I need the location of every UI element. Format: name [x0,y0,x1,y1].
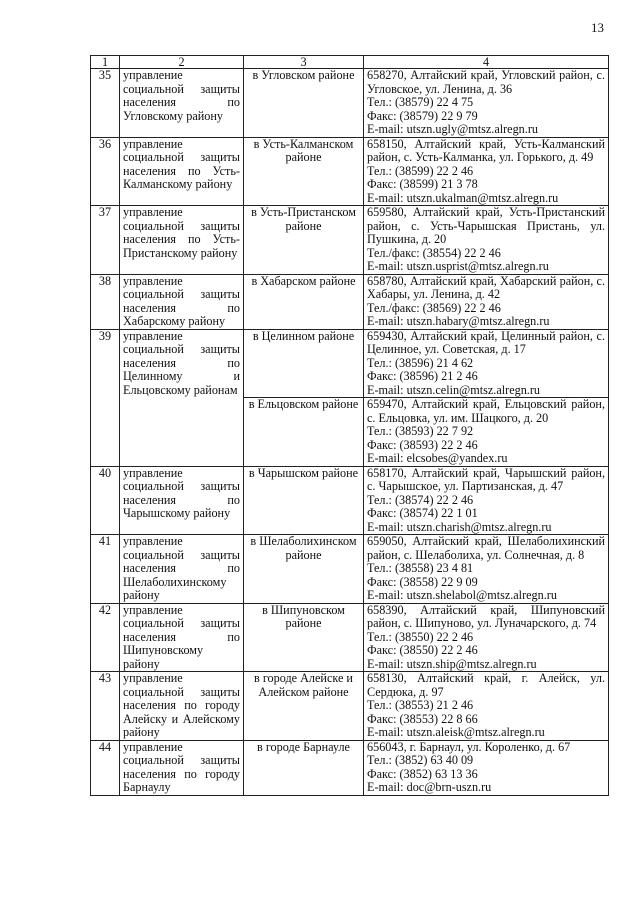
contact-fax: Факс: (38593) 22 2 46 [367,437,478,452]
row-number: 41 [91,535,120,604]
contact-phone: Тел.: (38550) 22 2 46 [367,629,474,644]
table-row [91,274,609,329]
table-row [91,329,609,398]
contact-address: 658150, Алтайский край, Усть-Калманский район, с. Усть-Калманка, ул. Горького, д. 49 [367,137,605,164]
table-row [91,535,609,604]
contact-address: 656043, г. Барнаул, ул. Короленко, д. 67 [367,740,571,754]
contact-address: 659580, Алтайский край, Усть-Пристанский район, с. Усть-Чарышская Пристань, ул. Пушкина, д. 20 [367,205,605,246]
service-location: в Хабарском районе [244,274,364,329]
department-name: управление социальной защиты населения по Шипуновскому району [120,603,244,672]
department-name: управление социальной защиты населения по Шелаболихинскому району [120,535,244,604]
offices-table [90,55,609,796]
column-header: 1 [91,56,120,69]
contact-details [364,329,609,398]
column-header: 3 [244,56,364,69]
contact-fax: Факс: (38553) 22 8 66 [367,711,478,726]
contact-fax: Факс: (38599) 21 3 78 [367,177,478,191]
contact-address: 659430, Алтайский край, Целинный район, с. Целинное, ул. Советская, д. 17 [367,329,605,356]
row-number: 37 [91,206,120,275]
contact-email: E-mail: utszn.ugly@mtsz.alregn.ru [367,122,538,136]
contact-fax: Факс: (38558) 22 9 09 [367,574,478,589]
row-number: 39 [91,329,120,466]
contact-email: E-mail: utszn.ship@mtsz.alregn.ru [367,656,537,671]
contact-email: E-mail: utszn.ukalman@mtsz.alregn.ru [367,190,559,205]
contact-phone: Тел./факс: (38554) 22 2 46 [367,245,501,260]
contact-phone: Тел./факс: (38569) 22 2 46 [367,300,501,315]
contact-email: E-mail: utszn.celin@mtsz.alregn.ru [367,382,540,397]
contact-email: E-mail: doc@brn-uszn.ru [367,780,492,794]
contact-details [364,69,609,138]
contact-fax: Факс: (38574) 22 1 01 [367,506,478,520]
contact-email: E-mail: utszn.usprist@mtsz.alregn.ru [367,259,549,273]
service-location: в городе Барнауле [244,740,364,795]
table-row [91,69,609,138]
table-header-row [91,56,609,69]
service-location: в городе Алейске и Алейском районе [244,672,364,741]
contact-email: E-mail: utszn.charish@mtsz.alregn.ru [367,519,552,534]
contact-address: 659050, Алтайский край, Шелаболихинский район, с. Шелаболиха, ул. Солнечная, д. 8 [367,534,605,562]
page-number: 13 [591,20,604,35]
table-row [91,137,609,206]
contact-details [364,603,609,672]
table-body [91,69,609,796]
contact-details [364,466,609,535]
contact-phone: Тел.: (38599) 22 2 46 [367,163,474,178]
row-number: 43 [91,672,120,741]
contact-address: 658130, Алтайский край, г. Алейск, ул. Сердюка, д. 97 [367,671,605,699]
table-row [91,740,609,795]
table-row [91,603,609,672]
column-header: 2 [120,56,244,69]
contact-address: 658390, Алтайский край, Шипуновский район, с. Шипуново, ул. Луначарского, д. 74 [367,603,605,630]
service-location: в Усть-Пристанском районе [244,206,364,275]
contact-phone: Тел.: (38593) 22 7 92 [367,424,474,438]
table-row [91,206,609,275]
service-location: в Шелаболихинском районе [244,535,364,604]
contact-fax: Факс: (38550) 22 2 46 [367,643,478,657]
contact-address: 658170, Алтайский край, Чарышский район, с. Чарышское, ул. Партизанская, д. 47 [367,466,605,493]
row-number: 38 [91,274,120,329]
table-row [91,466,609,535]
contact-email: E-mail: utszn.aleisk@mtsz.alregn.ru [367,725,545,739]
row-number: 44 [91,740,120,795]
contact-phone: Тел.: (38596) 21 4 62 [367,355,474,370]
department-name: управление социальной защиты населения по городу Барнаулу [120,740,244,795]
department-name: управление социальной защиты населения по Хабарскому району [120,274,244,329]
contact-phone: Тел.: (38574) 22 2 46 [367,492,474,507]
service-location: в Ельцовском районе [244,398,364,467]
service-location: в Угловском районе [244,69,364,138]
contact-address: 658780, Алтайский край, Хабарский район, с. Хабары, ул. Ленина, д. 42 [367,274,605,301]
contact-details [364,137,609,206]
service-location: в Целинном районе [244,329,364,398]
department-name: управление социальной защиты населения по Чарышскому району [120,466,244,535]
contact-details [364,672,609,741]
row-number: 36 [91,137,120,206]
contact-email: E-mail: elcsobes@yandex.ru [367,451,508,465]
contact-address: 659470, Алтайский край, Ельцовский район, с. Ельцовка, ул. им. Шацкого, д. 20 [367,397,605,425]
service-location: в Чарышском районе [244,466,364,535]
contact-phone: Тел.: (38579) 22 4 75 [367,95,474,109]
contact-details [364,398,609,467]
contact-phone: Тел.: (3852) 63 40 09 [367,753,474,767]
department-name: управление социальной защиты населения по городу Алейску и Алейскому району [120,672,244,741]
contact-details [364,206,609,275]
contact-details [364,535,609,604]
service-location: в Усть-Калманском районе [244,137,364,206]
contact-email: E-mail: utszn.habary@mtsz.alregn.ru [367,314,550,328]
department-name: управление социальной защиты населения по Угловскому району [120,69,244,138]
department-name: управление социальной защиты населения по Усть-Пристанскому району [120,206,244,275]
contact-address: 658270, Алтайский край, Угловский район, с. Угловское, ул. Ленина, д. 36 [367,68,605,96]
contact-fax: Факс: (38579) 22 9 79 [367,108,478,123]
service-location: в Шипуновском районе [244,603,364,672]
contact-email: E-mail: utszn.shelabol@mtsz.alregn.ru [367,588,557,602]
contact-fax: Факс: (38596) 21 2 46 [367,369,478,383]
contact-fax: Факс: (3852) 63 13 36 [367,766,478,781]
row-number: 40 [91,466,120,535]
contact-phone: Тел.: (38553) 21 2 46 [367,698,474,712]
contact-phone: Тел.: (38558) 23 4 81 [367,561,474,575]
row-number: 35 [91,69,120,138]
department-name: управление социальной защиты населения по Целинному и Ельцовскому районам [120,329,244,466]
row-number: 42 [91,603,120,672]
table-row [91,672,609,741]
department-name: управление социальной защиты населения по Усть-Калманскому району [120,137,244,206]
contact-details [364,740,609,795]
contact-details [364,274,609,329]
column-header: 4 [364,56,609,69]
